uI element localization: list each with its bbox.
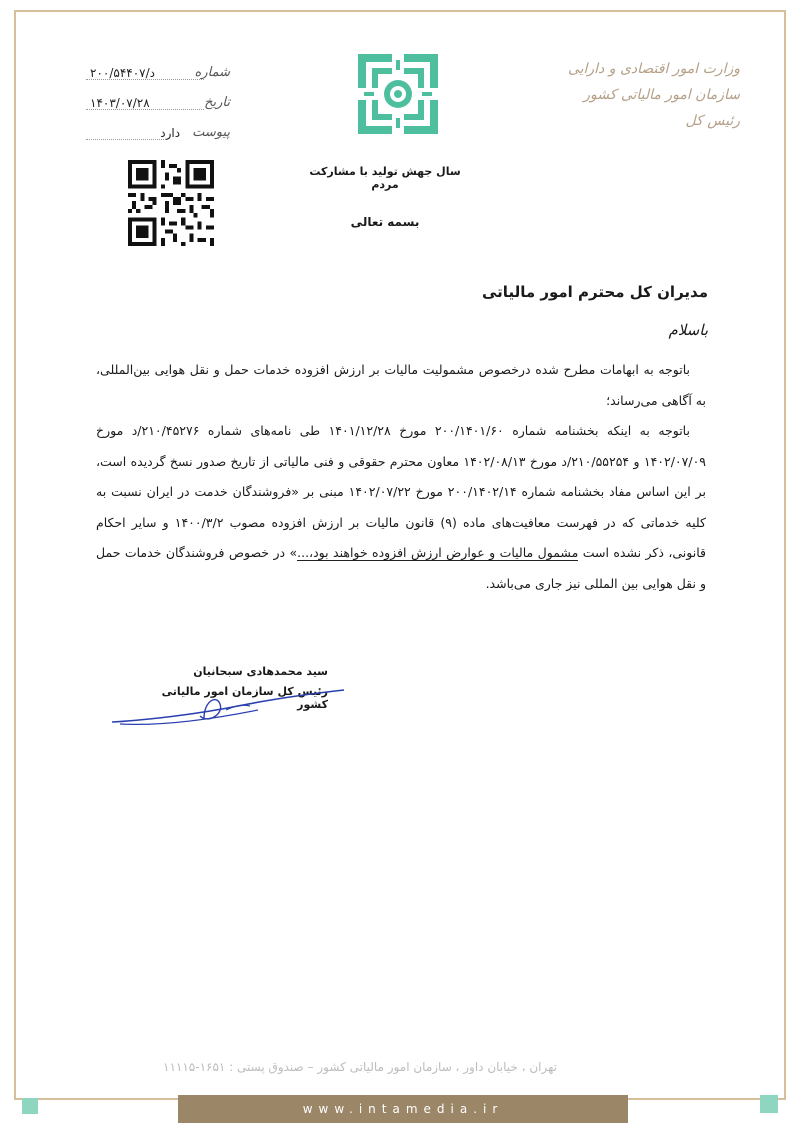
body-underlined-phrase: مشمول مالیات و عوارض ارزش افزوده خواهند بود،... — [297, 545, 579, 560]
ministry-line-1: وزارت امور اقتصادی و دارایی — [567, 61, 740, 77]
letter-number-row — [90, 58, 230, 80]
letter-body — [96, 355, 706, 599]
body-paragraph-1: باتوجه به ابهامات مطرح شده درخصوص مشمولیت مالیات بر ارزش افزوده خدمات حمل و نقل هوایی بین‌المللی، به آگاهی می‌رساند؛ — [96, 362, 706, 408]
signatory-title: رئیس کل سازمان امور مالیاتی کشور — [161, 685, 328, 711]
letter-number-label: شماره — [194, 65, 230, 80]
body-paragraph-2-part-b: » در خصوص فروشندگان خدمات حمل و نقل هوایی بین المللی نیز جاری می‌باشد. — [96, 545, 706, 591]
attachment-dots — [86, 139, 166, 140]
qr-code — [122, 160, 220, 246]
number-dots — [86, 79, 204, 80]
corner-square-left — [22, 1098, 38, 1114]
ministry-line-2: سازمان امور مالیاتی کشور — [583, 87, 740, 103]
letter-date-value: ۱۴۰۳/۰۷/۲۸ — [90, 96, 150, 110]
body-paragraph-2-part-a: باتوجه به اینکه بخشنامه شماره ۲۰۰/۱۴۰۱/۶۰ مورخ ۱۴۰۱/۱۲/۲۸ طی نامه‌های شماره ۲۱۰/۴۵۲۷۶/د مورخ ۱۴۰۲/۰۷/۰۹ و ۲۱۰/۵۵۲۵۴/د مورخ ۱۴۰۲/۰۸/۱۳ معاون محترم حقوقی و فنی مالیاتی از تاریخ صدور نسخ گردیده است، بر این اساس مفاد بخشنامه شماره ۲۰۰/۱۴۰۲/۱۴ مورخ ۱۴۰۲/۰۷/۲۲ مبنی بر «فروشندگان خدمت در ایران نسبت به کلیه خدماتی که در فهرست معافیت‌های ماده (۹) قانون مالیات بر ارزش افزوده مصوب ۱۴۰۰/۳/۲ و سایر احکام قانونی، ذکر نشده است — [96, 423, 706, 560]
ministry-line-3: رئیس کل — [685, 113, 740, 129]
letter-attachment-value: دارد — [160, 126, 181, 140]
addressee: مدیران کل محترم امور مالیاتی — [482, 283, 708, 301]
footer-address: تهران ، خیابان داور ، سازمان امور مالیاتی کشور – صندوق پستی : ۱۶۵۱-۱۱۱۱۵ — [163, 1060, 557, 1074]
letter-date-row — [90, 88, 230, 110]
tax-organization-logo — [352, 48, 444, 140]
letter-attachment-label: پیوست — [192, 125, 230, 140]
footer-website: www.intamedia.ir — [302, 1102, 504, 1116]
letter-attachment-row — [90, 118, 230, 140]
handwritten-signature — [108, 680, 348, 740]
ministry-heading — [550, 56, 740, 134]
body-paragraph-2 — [96, 416, 706, 599]
salutation: باسلام — [668, 321, 708, 339]
signatory-name: سید محمدهادی سبحانیان — [193, 665, 328, 678]
date-dots — [86, 109, 204, 110]
bismillah: بسمه تعالی — [350, 215, 420, 229]
year-slogan: سال جهش تولید با مشارکت مردم — [309, 165, 461, 191]
letter-number-value: د/۲۰۰/۵۴۴۰۷ — [90, 66, 155, 80]
corner-square-right — [760, 1095, 778, 1113]
letter-date-label: تاریخ — [204, 95, 230, 110]
